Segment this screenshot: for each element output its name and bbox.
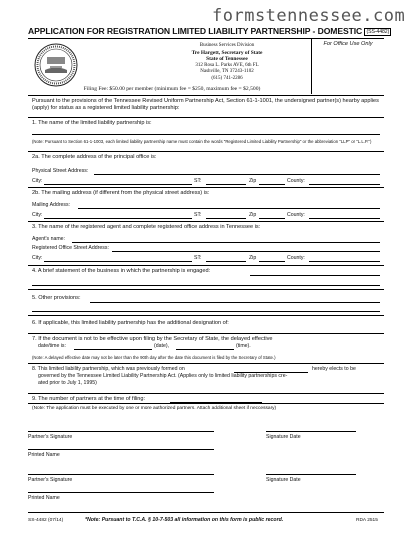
q4-section (28, 265, 384, 289)
physical-address-field[interactable] (94, 174, 380, 175)
city-field[interactable] (44, 218, 192, 219)
intro-section (28, 95, 384, 117)
q9-label: 9. The number of partners at the time of filing: (32, 396, 146, 402)
q8-label-start: 8. This limited liability partnership, which was previously formed on (32, 366, 185, 372)
signature-section (28, 403, 384, 513)
q7-date-field[interactable] (74, 349, 152, 350)
secretary: Tre Hargett, Secretary of State (191, 49, 263, 56)
printed-name-field-2[interactable] (28, 492, 214, 493)
q7-datetime-label: date/time is: (38, 343, 66, 349)
st-label: ST: (194, 255, 202, 261)
q7-note: (Note: A delayed effective date may not be later than the 90th day after the date this document is filed by the Secretary of State.) (32, 355, 276, 360)
partner-signature-label-1: Partner's Signature (28, 434, 73, 440)
footer-form-number: SS-4482 (07/14) (28, 518, 64, 523)
physical-address-label: Physical Street Address: (32, 168, 89, 174)
zip-field[interactable] (259, 261, 285, 262)
signature-date-label-2: Signature Date (266, 477, 301, 483)
q8-label-line3: ated prior to July 1, 1995) (38, 380, 97, 386)
q1-label: 1. The name of the limited liability partnership is: (32, 120, 152, 126)
form-title-text: APPLICATION FOR REGISTRATION LIMITED LIABILITY PARTNERSHIP - DOMESTIC (28, 26, 363, 36)
q8-label-end: hereby elects to be (312, 366, 356, 372)
county-label: County: (287, 178, 305, 184)
city-label: City: (32, 212, 43, 218)
q2b-label: 2b. The mailing address (if different from the physical street address) is: (32, 190, 210, 196)
zip-label: Zip (249, 212, 257, 218)
partner-signature-field-2[interactable] (28, 474, 214, 475)
q7-time-unit: (time). (236, 343, 251, 349)
signature-date-field-2[interactable] (266, 474, 356, 475)
q3-section (28, 221, 384, 265)
q2b-section (28, 187, 384, 221)
zip-field[interactable] (259, 184, 285, 185)
q1-name-field[interactable] (32, 134, 380, 135)
zip-field[interactable] (259, 218, 285, 219)
q8-section (28, 363, 384, 393)
q4-field-line2[interactable] (32, 285, 380, 286)
city-field[interactable] (44, 261, 192, 262)
zip-label: Zip (249, 178, 257, 184)
phone: (615) 741-2286 (211, 75, 243, 81)
st-label: ST: (194, 212, 202, 218)
st-field[interactable] (206, 184, 246, 185)
partner-signature-field-1[interactable] (28, 431, 214, 432)
signature-date-label-1: Signature Date (266, 434, 301, 440)
registered-office-field[interactable] (112, 251, 380, 252)
mailing-address-field[interactable] (78, 208, 380, 209)
address-line2: Nashville, TN 37243-1102 (200, 69, 254, 75)
printed-name-label-1: Printed Name (28, 452, 60, 458)
q6-section (28, 315, 384, 333)
q9-note: (Note: The application must be executed by one or more authorized partners. Attach additional sheet if neccessary) (32, 406, 277, 411)
city-field[interactable] (44, 184, 192, 185)
q7-label: 7. If the document is not to be effective upon filing by the Secretary of State, the delayed effective (32, 336, 273, 342)
printed-name-field-1[interactable] (28, 449, 214, 450)
county-label: County: (287, 212, 305, 218)
q5-label: 5. Other provisions: (32, 295, 81, 301)
footer-rda: RDA 2515 (356, 518, 378, 523)
office-use-box (311, 39, 384, 94)
q2a-label: 2a. The complete address of the principal office is: (32, 154, 157, 160)
form-code: (SS-4482) (366, 29, 390, 35)
state-name: State of Tennessee (206, 56, 248, 63)
q4-field-line1[interactable] (250, 275, 380, 276)
zip-label: Zip (249, 255, 257, 261)
state-seal-icon (34, 43, 78, 87)
q8-label-line2: governed by the Tennessee Limited Liability Partnership Act. (Applies only to limited liability partnerships cre- (38, 373, 288, 379)
q5-field-line2[interactable] (32, 311, 380, 312)
q4-label: 4. A brief statement of the business in which the partnership is engaged: (32, 268, 211, 274)
county-label: County: (287, 255, 305, 261)
watermark: formstennessee.com (212, 6, 406, 26)
q3-label: 3. The name of the registered agent and complete registered office address in Tennessee is: (32, 224, 261, 230)
county-field[interactable] (309, 218, 380, 219)
partner-signature-label-2: Partner's Signature (28, 477, 73, 483)
st-field[interactable] (206, 218, 246, 219)
st-label: ST: (194, 178, 202, 184)
q5-section (28, 289, 384, 315)
q9-section (28, 393, 384, 403)
mailing-address-label: Mailing Address: (32, 202, 71, 208)
st-field[interactable] (206, 261, 246, 262)
q6-label: 6. If applicable, this limited liability partnership has the additional designation of: (32, 320, 229, 326)
division: Business Services Division (199, 43, 255, 48)
footer-note: *Note: Pursuant to T.C.A. § 10-7-503 all information on this form is public record. (85, 517, 284, 523)
printed-name-label-2: Printed Name (28, 495, 60, 501)
county-field[interactable] (309, 184, 380, 185)
address-line1: 312 Rosa L. Parks AVE, 6th FL (195, 62, 259, 68)
office-use-label: For Office Use Only (323, 41, 373, 47)
filing-fee: Filing Fee: $50.00 per member (minimum fee = $250, maximum fee = $2,500) (83, 86, 261, 92)
q7-time-field[interactable] (176, 349, 234, 350)
county-field[interactable] (309, 261, 380, 262)
city-label: City: (32, 178, 43, 184)
q5-field-line1[interactable] (90, 302, 380, 303)
signature-date-field-1[interactable] (266, 431, 356, 432)
office-info (172, 43, 282, 83)
q1-note: (Note: Pursuant to Section 61-1-1003, each limited liability partnership name must contain the words "Registered Limited Liability Partnership" or the abbreviation "LLP" or "L.L.P.") (32, 139, 372, 144)
q2a-section (28, 151, 384, 187)
registered-office-label: Registered Office Street Address: (32, 245, 109, 251)
q7-date-unit: (date), (154, 343, 169, 349)
intro-text: Pursuant to the provisions of the Tennessee Revised Uniform Partnership Act, Section 61-1-1001, the undersigned partner(s) hearby applies (apply) for status as a registered limited liability partnership: (32, 98, 379, 111)
q1-section (28, 117, 384, 151)
form-title (28, 26, 390, 39)
q7-section (28, 333, 384, 363)
agent-name-field[interactable] (72, 242, 380, 243)
agent-name-label: Agent's name: (32, 236, 65, 242)
city-label: City: (32, 255, 43, 261)
